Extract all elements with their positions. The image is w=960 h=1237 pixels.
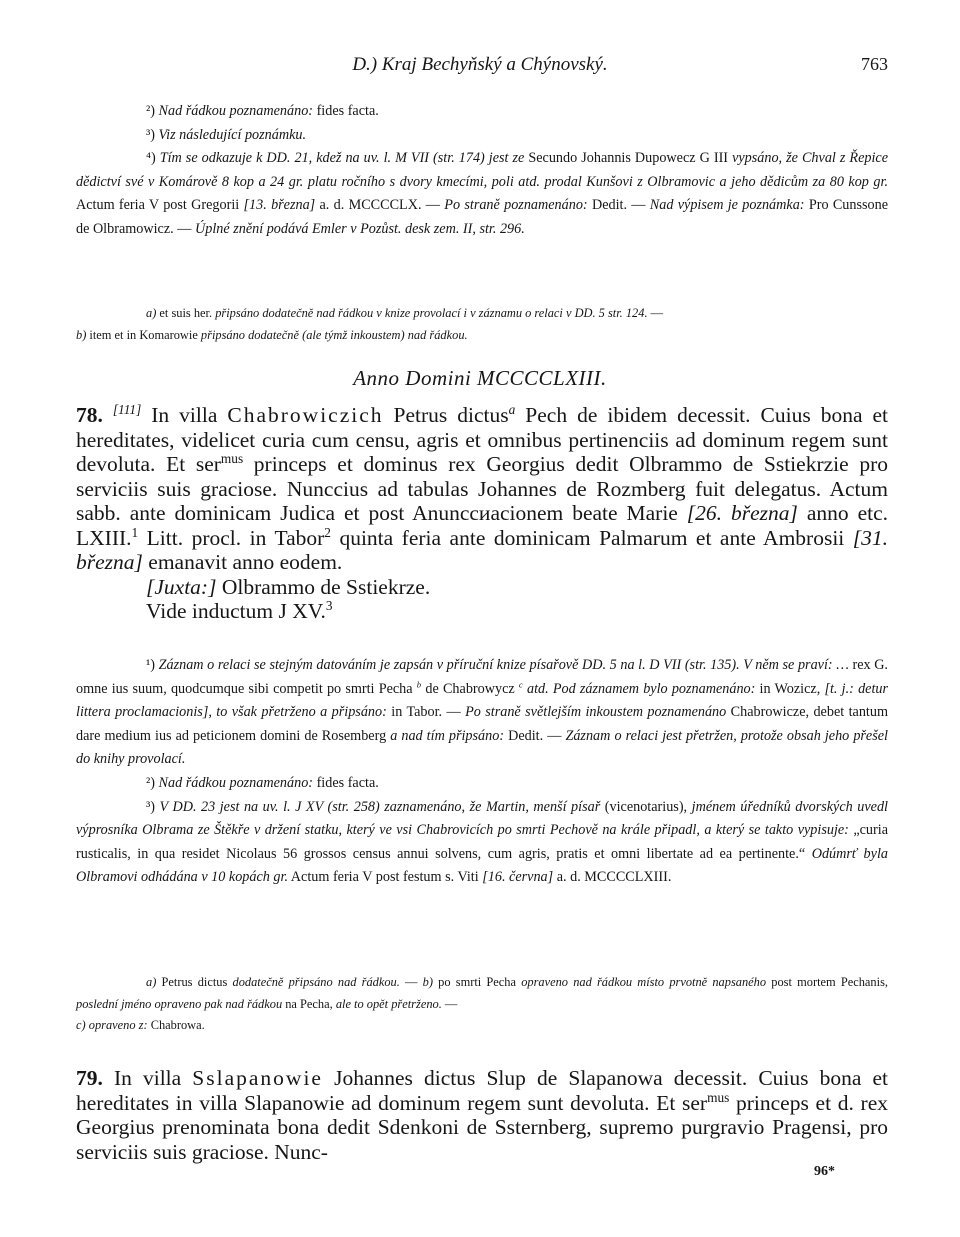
- signature-mark: 96*: [814, 1164, 835, 1179]
- variant-note-a: a) et suis her. připsáno dodatečně nad řádkou v knize provolací i v záznamu o relaci v DD. 5 str. 124. —: [146, 306, 664, 320]
- entry-number: 79.: [76, 1066, 103, 1090]
- entry-78-variant-notes: [76, 972, 888, 1037]
- footnote-3: ³) V DD. 23 jest na uv. l. J XV (str. 258) zaznamenáno, že Martin, menší písař (vicenotarius), jménem úředníků dvorských uvedl výprosníka Olbrama ze Štěkře v držení statku, který ve vsi Chabrovicích po smrti Pechově na krále připadl, a který se takto vypisuje: „curia rusticalis, in qua residet Nicolaus 56 grossos census annui solvens, cum agris, pratis et omni libertate ad ea pertinente.“ Odúmrť byla Olbramovi odhádána v 10 kopách gr. Actum feria V post festum s. Viti [16. června] a. d. MCCCCLXIII.: [76, 798, 888, 886]
- entry-number: 78.: [76, 403, 103, 427]
- entry-79-text: 79. In villa Sslapanowie Johannes dictus Slup de Slapanowa decessit. Cuius bona et hereditates in villa Slapanowie ad dominum regem sunt devoluta. Et ser$^{mus}$ princeps et d. rex Georgius prenominata bona dedit Sdenkoni de Ssternberg, supremo purgravio Pragensi, pro serviciis suis graciose. Nunc-: [76, 1066, 888, 1164]
- reference-mark: [111]: [112, 401, 142, 417]
- previous-variant-notes: [76, 303, 888, 346]
- vide-line: Vide inductum J XV.$^3$: [146, 597, 333, 623]
- variant-note-b: b) item et in Komarowie připsáno dodatečně (ale týmž inkoustem) nad řádkou.: [76, 327, 468, 342]
- page-number: 763: [861, 54, 888, 74]
- footnote-3: ³) Viz následující poznámku.: [146, 126, 307, 143]
- juxta-line: [Juxta:] Olbrammo de Sstiekrze.: [146, 574, 431, 599]
- footnote-2: ²) Nad řádkou poznamenáno: fides facta.: [146, 774, 379, 791]
- entry-78-text: 78. [111] In villa Chabrowiczich Petrus dictus$^a$ Pech de ibidem decessit. Cuius bona et hereditates, videlicet curia cum censu, agris et omnibus pertinenciis ad dominum regem sunt devoluta. Et ser$^{mus}$ princeps et dominus rex Georgius dedit Olbrammo de Sstiekrzie pro serviciis suis graciose. Nunccius ad tabulas Johannes de Rozmberg fuit delegatus. Actum sabb. ante dominicam Judica et post Anunccиacionem beate Marie [26. března] anno etc. LXIII.$^1$ Litt. procl. in Tabor$^2$ quinta feria ante dominicam Palmarum et ante Ambrosii [31. března] emanavit anno eodem.: [76, 401, 889, 574]
- entry-78-footnotes: [76, 654, 888, 890]
- footnote-2: ²) Nad řádkou poznamenáno: fides facta.: [146, 103, 379, 119]
- variant-note-ab: a) Petrus dictus dodatečně připsáno nad řádkou. — b) po smrti Pecha opraveno nad řádkou místo prvotně napsaného post mortem Pechanis, poslední jméno opraveno pak nad řádkou na Pecha, ale to opět přetrženo. —: [76, 975, 888, 1011]
- place-name: Chabrowiczich: [227, 403, 384, 427]
- entry-79: [76, 1066, 888, 1164]
- footnote-1: ¹) Záznam o relaci se stejným datováním je zapsán v příruční knize písařově DD. 5 na l. D VII (str. 135). V něm se praví: … rex G. omne ius suum, quodcumque sibi competit po smrti Pecha $^b$ de Chabrowycz $^c$ atd. Pod záznamem bylo poznamenáno: in Wozicz, [t. j.: detur littera proclamacionis], to však přetrženo a připsáno: in Tabor. — Po straně světlejším inkoustem poznamenáno Chabrowicze, debet tantum dare medium ius ad peticionem domini de Rosemberg a nad tím připsáno: Dedit. — Záznam o relaci jest přetržen, protože obsah jeho přešel do knihy provolací.: [76, 657, 889, 768]
- year-heading: Anno Domini MCCCCLXIII.: [353, 366, 607, 390]
- variant-note-c: c) opraveno z: Chabrowa.: [76, 1018, 205, 1032]
- footnote-4: ⁴) Tím se odkazuje k DD. 21, kdež na uv. l. M VII (str. 174) jest ze Secundo Johannis Dupowecz G III vypsáno, že Chval z Řepice dědictví své v Komárově 8 kop a 24 gr. platu ročního s dvory kmecími, poli atd. prodal Kunšovi z Olbramovic a jeho dědicům za 80 kop gr. Actum feria V post Gregorii [13. března] a. d. MCCCCLX. — Po straně poznamenáno: Dedit. — Nad výpisem je poznámka: Pro Cunssone de Olbramowicz. — Úplné znění podává Emler v Pozůst. desk zem. II, str. 296.: [76, 150, 889, 237]
- entry-78: [76, 403, 888, 624]
- running-header: D.) Kraj Bechyňský a Chýnovský.: [352, 54, 608, 75]
- previous-footnotes: [76, 100, 888, 242]
- place-name: Sslapanowie: [192, 1066, 323, 1090]
